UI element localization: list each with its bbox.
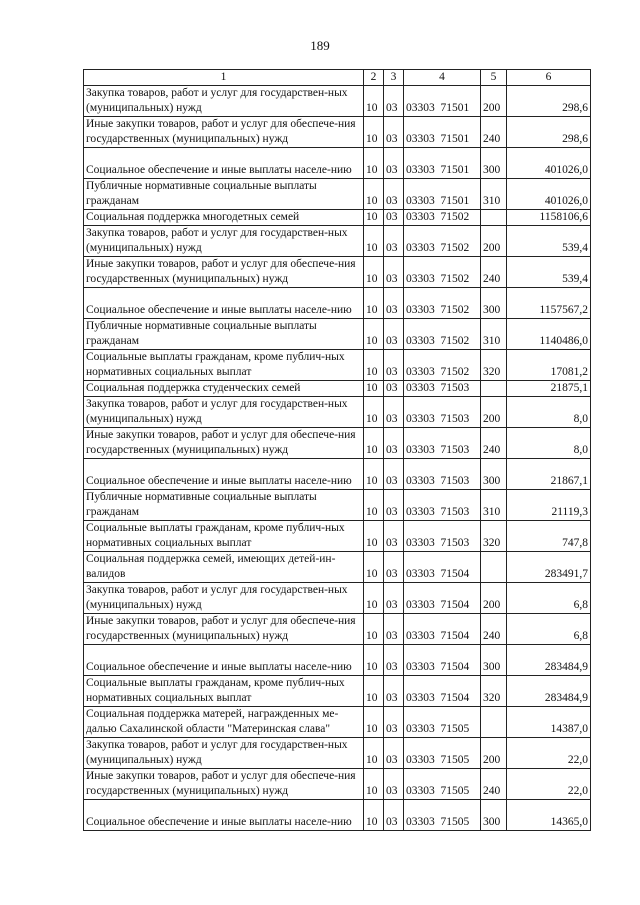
row-target-code: 03303 71502 <box>404 257 481 288</box>
row-section: 10 <box>364 179 384 210</box>
table-row <box>84 707 591 738</box>
row-amount: 539,4 <box>507 257 591 288</box>
row-amount: 401026,0 <box>507 179 591 210</box>
row-section: 10 <box>364 148 384 179</box>
row-amount: 1158106,6 <box>507 210 591 226</box>
row-description: Закупка товаров, работ и услуг для государствен-ных (муниципальных) нужд <box>84 738 364 769</box>
row-subsection: 03 <box>384 521 404 552</box>
row-amount: 1140486,0 <box>507 319 591 350</box>
row-description: Социальная поддержка семей, имеющих детей-ин-валидов <box>84 552 364 583</box>
row-subsection: 03 <box>384 86 404 117</box>
row-subsection: 03 <box>384 707 404 738</box>
table-row <box>84 350 591 381</box>
row-amount: 21119,3 <box>507 490 591 521</box>
row-expense-type: 310 <box>481 490 507 521</box>
row-target-code: 03303 71504 <box>404 552 481 583</box>
page-number: 189 <box>310 38 330 53</box>
row-target-code: 03303 71505 <box>404 800 481 831</box>
row-amount: 1157567,2 <box>507 288 591 319</box>
table-row <box>84 210 591 226</box>
row-expense-type: 200 <box>481 86 507 117</box>
row-subsection: 03 <box>384 226 404 257</box>
row-amount: 298,6 <box>507 86 591 117</box>
row-subsection: 03 <box>384 350 404 381</box>
row-subsection: 03 <box>384 459 404 490</box>
table-row <box>84 521 591 552</box>
row-subsection: 03 <box>384 800 404 831</box>
row-subsection: 03 <box>384 117 404 148</box>
row-target-code: 03303 71502 <box>404 210 481 226</box>
row-subsection: 03 <box>384 738 404 769</box>
row-target-code: 03303 71501 <box>404 179 481 210</box>
row-expense-type: 300 <box>481 459 507 490</box>
row-subsection: 03 <box>384 583 404 614</box>
row-expense-type: 240 <box>481 428 507 459</box>
row-description: Публичные нормативные социальные выплаты гражданам <box>84 319 364 350</box>
table-row <box>84 676 591 707</box>
row-section: 10 <box>364 397 384 428</box>
row-section: 10 <box>364 319 384 350</box>
row-subsection: 03 <box>384 381 404 397</box>
row-section: 10 <box>364 645 384 676</box>
row-target-code: 03303 71504 <box>404 645 481 676</box>
row-expense-type <box>481 210 507 226</box>
table-row <box>84 614 591 645</box>
row-target-code: 03303 71503 <box>404 428 481 459</box>
row-section: 10 <box>364 86 384 117</box>
row-amount: 298,6 <box>507 117 591 148</box>
row-section: 10 <box>364 707 384 738</box>
row-target-code: 03303 71503 <box>404 397 481 428</box>
row-target-code: 03303 71502 <box>404 226 481 257</box>
table-row <box>84 288 591 319</box>
table-row <box>84 397 591 428</box>
row-expense-type: 320 <box>481 521 507 552</box>
row-description: Социальные выплаты гражданам, кроме публич-ных нормативных социальных выплат <box>84 676 364 707</box>
row-expense-type: 310 <box>481 319 507 350</box>
row-target-code: 03303 71501 <box>404 117 481 148</box>
row-target-code: 03303 71505 <box>404 738 481 769</box>
table-row <box>84 738 591 769</box>
row-amount: 8,0 <box>507 397 591 428</box>
header-col-4: 4 <box>404 70 481 86</box>
row-description: Иные закупки товаров, работ и услуг для обеспече-ния государственных (муниципальных) нужд <box>84 428 364 459</box>
row-subsection: 03 <box>384 288 404 319</box>
row-section: 10 <box>364 583 384 614</box>
table-row <box>84 800 591 831</box>
table-row <box>84 179 591 210</box>
table-row <box>84 490 591 521</box>
row-target-code: 03303 71501 <box>404 148 481 179</box>
row-section: 10 <box>364 117 384 148</box>
table-row <box>84 226 591 257</box>
row-description: Иные закупки товаров, работ и услуг для обеспече-ния государственных (муниципальных) нужд <box>84 117 364 148</box>
row-description: Публичные нормативные социальные выплаты гражданам <box>84 490 364 521</box>
row-subsection: 03 <box>384 645 404 676</box>
row-amount: 6,8 <box>507 583 591 614</box>
row-amount: 539,4 <box>507 226 591 257</box>
row-amount: 21867,1 <box>507 459 591 490</box>
budget-table <box>83 69 591 831</box>
table-row <box>84 319 591 350</box>
row-amount: 14365,0 <box>507 800 591 831</box>
row-target-code: 03303 71504 <box>404 676 481 707</box>
header-col-2: 2 <box>364 70 384 86</box>
table-body <box>84 86 591 831</box>
row-subsection: 03 <box>384 614 404 645</box>
table-row <box>84 148 591 179</box>
row-section: 10 <box>364 676 384 707</box>
row-target-code: 03303 71503 <box>404 381 481 397</box>
table-row <box>84 459 591 490</box>
table-header-row <box>84 70 591 86</box>
row-amount: 17081,2 <box>507 350 591 381</box>
row-amount: 8,0 <box>507 428 591 459</box>
row-target-code: 03303 71505 <box>404 707 481 738</box>
row-description: Социальное обеспечение и иные выплаты населе-нию <box>84 148 364 179</box>
row-expense-type: 320 <box>481 350 507 381</box>
row-subsection: 03 <box>384 428 404 459</box>
row-target-code: 03303 71503 <box>404 521 481 552</box>
row-expense-type <box>481 707 507 738</box>
row-expense-type: 300 <box>481 288 507 319</box>
row-section: 10 <box>364 257 384 288</box>
row-amount: 22,0 <box>507 769 591 800</box>
row-description: Социальное обеспечение и иные выплаты населе-нию <box>84 459 364 490</box>
row-expense-type: 300 <box>481 148 507 179</box>
row-description: Иные закупки товаров, работ и услуг для обеспече-ния государственных (муниципальных) нужд <box>84 614 364 645</box>
row-amount: 283491,7 <box>507 552 591 583</box>
row-expense-type: 240 <box>481 117 507 148</box>
row-section: 10 <box>364 459 384 490</box>
row-description: Закупка товаров, работ и услуг для государствен-ных (муниципальных) нужд <box>84 86 364 117</box>
row-section: 10 <box>364 490 384 521</box>
row-description: Иные закупки товаров, работ и услуг для обеспече-ния государственных (муниципальных) нужд <box>84 769 364 800</box>
table-row <box>84 86 591 117</box>
row-section: 10 <box>364 428 384 459</box>
row-target-code: 03303 71501 <box>404 86 481 117</box>
row-subsection: 03 <box>384 210 404 226</box>
row-section: 10 <box>364 210 384 226</box>
header-col-5: 5 <box>481 70 507 86</box>
row-description: Социальные выплаты гражданам, кроме публич-ных нормативных социальных выплат <box>84 350 364 381</box>
row-expense-type: 300 <box>481 645 507 676</box>
row-expense-type: 200 <box>481 397 507 428</box>
table-row <box>84 552 591 583</box>
row-expense-type: 300 <box>481 800 507 831</box>
row-expense-type: 240 <box>481 257 507 288</box>
row-amount: 283484,9 <box>507 676 591 707</box>
table-row <box>84 769 591 800</box>
row-amount: 14387,0 <box>507 707 591 738</box>
row-section: 10 <box>364 350 384 381</box>
row-section: 10 <box>364 226 384 257</box>
row-expense-type: 240 <box>481 614 507 645</box>
row-description: Социальное обеспечение и иные выплаты населе-нию <box>84 645 364 676</box>
row-subsection: 03 <box>384 769 404 800</box>
row-subsection: 03 <box>384 179 404 210</box>
row-amount: 21875,1 <box>507 381 591 397</box>
row-section: 10 <box>364 614 384 645</box>
row-expense-type <box>481 552 507 583</box>
row-expense-type: 320 <box>481 676 507 707</box>
table-row <box>84 645 591 676</box>
row-description: Публичные нормативные социальные выплаты гражданам <box>84 179 364 210</box>
row-description: Социальная поддержка многодетных семей <box>84 210 364 226</box>
row-section: 10 <box>364 381 384 397</box>
row-target-code: 03303 71502 <box>404 288 481 319</box>
row-expense-type: 200 <box>481 226 507 257</box>
table-row <box>84 428 591 459</box>
row-subsection: 03 <box>384 676 404 707</box>
row-subsection: 03 <box>384 319 404 350</box>
row-section: 10 <box>364 738 384 769</box>
row-description: Закупка товаров, работ и услуг для государствен-ных (муниципальных) нужд <box>84 226 364 257</box>
row-description: Социальное обеспечение и иные выплаты населе-нию <box>84 288 364 319</box>
table-row <box>84 381 591 397</box>
row-section: 10 <box>364 800 384 831</box>
row-subsection: 03 <box>384 552 404 583</box>
row-amount: 283484,9 <box>507 645 591 676</box>
row-section: 10 <box>364 521 384 552</box>
table-row <box>84 583 591 614</box>
row-subsection: 03 <box>384 397 404 428</box>
row-subsection: 03 <box>384 490 404 521</box>
row-amount: 401026,0 <box>507 148 591 179</box>
row-description: Социальная поддержка студенческих семей <box>84 381 364 397</box>
row-expense-type: 200 <box>481 583 507 614</box>
row-target-code: 03303 71504 <box>404 583 481 614</box>
row-target-code: 03303 71503 <box>404 459 481 490</box>
row-section: 10 <box>364 288 384 319</box>
row-amount: 6,8 <box>507 614 591 645</box>
row-expense-type: 310 <box>481 179 507 210</box>
row-description: Социальная поддержка матерей, награжденных ме-далью Сахалинской области "Материнская слава" <box>84 707 364 738</box>
row-expense-type <box>481 381 507 397</box>
row-description: Социальное обеспечение и иные выплаты населе-нию <box>84 800 364 831</box>
row-expense-type: 200 <box>481 738 507 769</box>
row-target-code: 03303 71502 <box>404 319 481 350</box>
table-row <box>84 117 591 148</box>
row-target-code: 03303 71505 <box>404 769 481 800</box>
header-col-6: 6 <box>507 70 591 86</box>
row-section: 10 <box>364 552 384 583</box>
row-target-code: 03303 71504 <box>404 614 481 645</box>
row-subsection: 03 <box>384 257 404 288</box>
header-col-1: 1 <box>84 70 364 86</box>
table-row <box>84 257 591 288</box>
row-description: Закупка товаров, работ и услуг для государствен-ных (муниципальных) нужд <box>84 397 364 428</box>
row-description: Закупка товаров, работ и услуг для государствен-ных (муниципальных) нужд <box>84 583 364 614</box>
row-expense-type: 240 <box>481 769 507 800</box>
row-amount: 747,8 <box>507 521 591 552</box>
row-amount: 22,0 <box>507 738 591 769</box>
row-target-code: 03303 71502 <box>404 350 481 381</box>
header-col-3: 3 <box>384 70 404 86</box>
row-section: 10 <box>364 769 384 800</box>
row-subsection: 03 <box>384 148 404 179</box>
row-description: Иные закупки товаров, работ и услуг для обеспече-ния государственных (муниципальных) нужд <box>84 257 364 288</box>
row-description: Социальные выплаты гражданам, кроме публич-ных нормативных социальных выплат <box>84 521 364 552</box>
row-target-code: 03303 71503 <box>404 490 481 521</box>
